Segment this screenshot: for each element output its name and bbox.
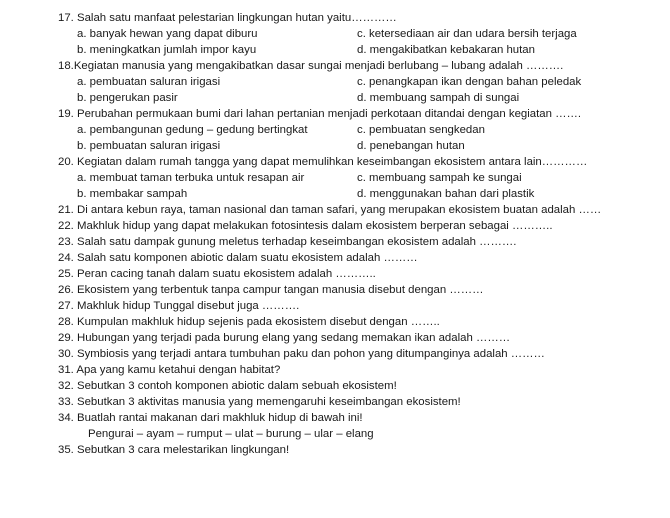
question-35: 35. Sebutkan 3 cara melestarikan lingkungan! <box>58 444 290 456</box>
question-20-option-a: a. membuat taman terbuka untuk resapan air <box>77 172 305 184</box>
question-17-option-d: d. mengakibatkan kebakaran hutan <box>357 44 535 56</box>
question-19-option-a: a. pembangunan gedung – gedung bertingkat <box>77 124 308 136</box>
question-18-option-a: a. pembuatan saluran irigasi <box>77 76 221 88</box>
question-18-option-c: c. penangkapan ikan dengan bahan peledak <box>357 76 582 88</box>
question-18: 18.Kegiatan manusia yang mengakibatkan dasar sungai menjadi berlubang – lubang adalah ………. <box>58 60 564 72</box>
question-17-option-b: b. meningkatkan jumlah impor kayu <box>77 44 257 56</box>
question-18-option-d: d. membuang sampah di sungai <box>357 92 520 104</box>
question-30: 30. Symbiosis yang terjadi antara tumbuhan paku dan pohon yang ditumpanginya adalah ……… <box>58 348 545 360</box>
question-20-option-d: d. menggunakan bahan dari plastik <box>357 188 535 200</box>
question-33: 33. Sebutkan 3 aktivitas manusia yang memengaruhi keseimbangan ekosistem! <box>58 396 461 408</box>
question-22: 22. Makhluk hidup yang dapat melakukan fotosintesis dalam ekosistem berperan sebagai ……….. <box>58 220 553 232</box>
question-32: 32. Sebutkan 3 contoh komponen abiotic dalam sebuah ekosistem! <box>58 380 397 392</box>
question-34: 34. Buatlah rantai makanan dari makhluk hidup di bawah ini! <box>58 412 363 424</box>
question-20-option-b: b. membakar sampah <box>77 188 188 200</box>
question-19-option-b: b. pembuatan saluran irigasi <box>77 140 221 152</box>
question-21: 21. Di antara kebun raya, taman nasional dan taman safari, yang merupakan ekosistem buatan adalah …… <box>58 204 602 216</box>
question-20: 20. Kegiatan dalam rumah tangga yang dapat memulihkan keseimbangan ekosistem antara lain………… <box>58 156 588 168</box>
question-18-option-b: b. pengerukan pasir <box>77 92 178 104</box>
question-17: 17. Salah satu manfaat pelestarian lingkungan hutan yaitu………… <box>58 12 397 24</box>
question-25: 25. Peran cacing tanah dalam suatu ekosistem adalah ……….. <box>58 268 376 280</box>
question-26: 26. Ekosistem yang terbentuk tanpa campur tangan manusia disebut dengan ……… <box>58 284 484 296</box>
question-28: 28. Kumpulan makhluk hidup sejenis pada ekosistem disebut dengan …….. <box>58 316 440 328</box>
question-20-option-c: c. membuang sampah ke sungai <box>357 172 522 184</box>
question-31: 31. Apa yang kamu ketahui dengan habitat? <box>58 364 281 376</box>
food-chain-list: Pengurai – ayam – rumput – ulat – burung – ular – elang <box>88 428 374 440</box>
question-27: 27. Makhluk hidup Tunggal disebut juga ………. <box>58 300 300 312</box>
question-29: 29. Hubungan yang terjadi pada burung elang yang sedang memakan ikan adalah ……… <box>58 332 511 344</box>
question-23: 23. Salah satu dampak gunung meletus terhadap keseimbangan ekosistem adalah ………. <box>58 236 517 248</box>
question-19-option-d: d. penebangan hutan <box>357 140 465 152</box>
question-17-option-c: c. ketersediaan air dan udara bersih terjaga <box>357 28 577 40</box>
question-17-option-a: a. banyak hewan yang dapat diburu <box>77 28 258 40</box>
question-19-option-c: c. pembuatan sengkedan <box>357 124 485 136</box>
question-19: 19. Perubahan permukaan bumi dari lahan pertanian menjadi perkotaan ditandai dengan kegiatan ……. <box>58 108 582 120</box>
question-24: 24. Salah satu komponen abiotic dalam suatu ekosistem adalah ……… <box>58 252 418 264</box>
